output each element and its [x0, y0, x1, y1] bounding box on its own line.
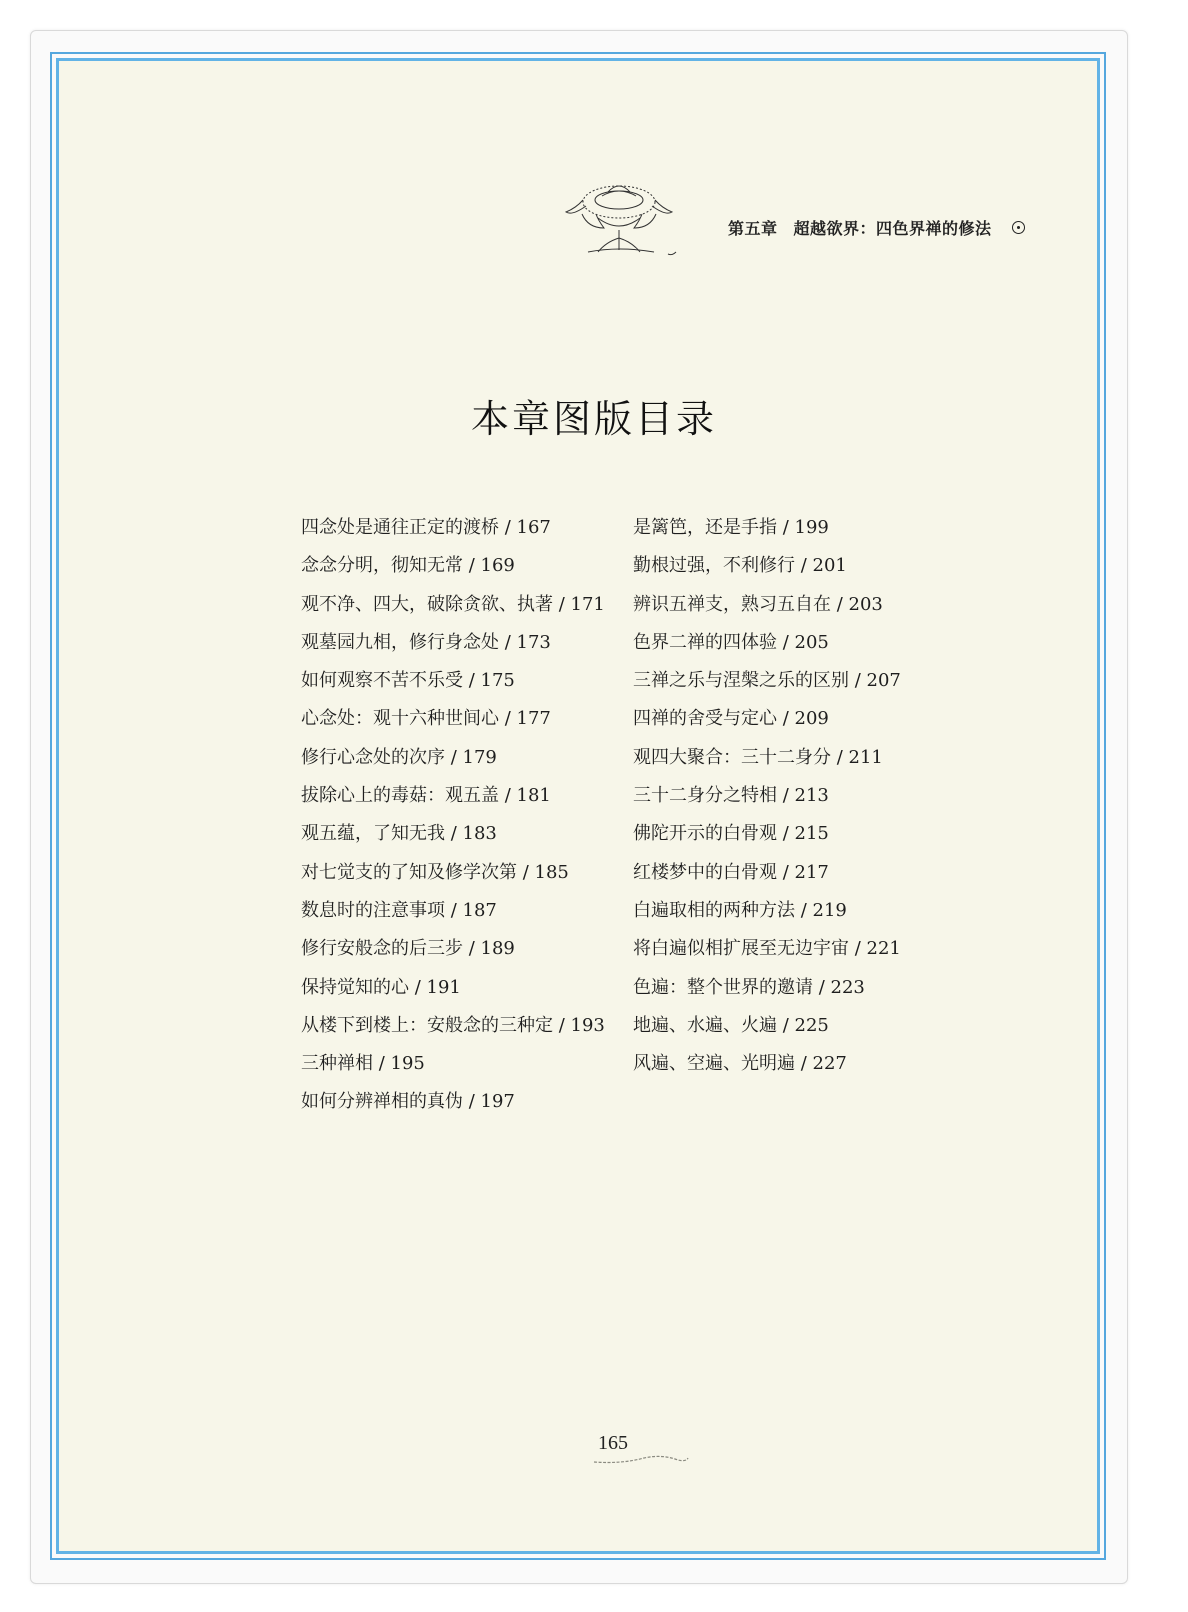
toc-entry-page: 167 — [516, 517, 551, 538]
toc-separator: / — [463, 1091, 481, 1113]
toc-entry-title: 是篱笆，还是手指 — [633, 517, 777, 538]
toc-entry-page: 179 — [462, 746, 497, 768]
toc-entry-page: 183 — [462, 823, 497, 845]
toc-entry-title: 将白遍似相扩展至无边宇宙 — [633, 938, 849, 960]
toc-entry[interactable] — [301, 1088, 605, 1126]
toc-entry[interactable] — [301, 1012, 605, 1050]
toc-separator: / — [463, 938, 481, 960]
toc-entry[interactable] — [633, 552, 901, 590]
circle-dot-icon — [1012, 221, 1025, 234]
toc-separator: / — [445, 823, 463, 845]
toc-entry[interactable] — [301, 820, 605, 858]
toc-entry[interactable] — [633, 591, 901, 629]
toc-separator: / — [373, 1053, 391, 1075]
toc-entry-page: 185 — [534, 861, 569, 883]
toc-entry[interactable] — [633, 1012, 901, 1050]
toc-separator: / — [517, 861, 535, 883]
toc-entry-title: 风遍、空遍、光明遍 — [633, 1053, 795, 1075]
toc-entry[interactable] — [301, 629, 605, 667]
toc-entry-title: 修行安般念的后三步 — [301, 938, 463, 960]
toc-entry-title: 红楼梦中的白骨观 — [633, 861, 777, 883]
toc-entry-page: 213 — [794, 785, 829, 807]
toc-entry-title: 观五蕴，了知无我 — [301, 823, 445, 845]
toc-entry[interactable] — [301, 514, 605, 552]
toc-separator: / — [777, 785, 795, 807]
toc-separator: / — [409, 976, 427, 998]
toc-entry-page: 173 — [516, 631, 551, 653]
toc-entry-page: 197 — [480, 1091, 515, 1113]
toc-entry-title: 从楼下到楼上：安般念的三种定 — [301, 1014, 553, 1036]
toc-separator: / — [463, 555, 481, 577]
toc-separator: / — [445, 746, 463, 768]
toc-entry-page: 219 — [812, 899, 847, 921]
toc-entry-title: 色遍：整个世界的邀请 — [633, 976, 813, 998]
toc-entry-title: 数息时的注意事项 — [301, 899, 445, 921]
toc-entry-title: 观四大聚合：三十二身分 — [633, 746, 831, 768]
toc-separator: / — [553, 593, 571, 615]
toc-separator: / — [849, 938, 867, 960]
toc-entry-page: 169 — [480, 555, 515, 577]
toc-separator: / — [463, 670, 481, 692]
toc-entry-page: 171 — [570, 593, 605, 615]
toc-entry[interactable] — [301, 552, 605, 590]
page-number: 165 — [598, 1432, 628, 1454]
toc-entry[interactable] — [301, 591, 605, 629]
toc-entry-title: 白遍取相的两种方法 — [633, 899, 795, 921]
toc-entry[interactable] — [301, 782, 605, 820]
toc-entry-title: 念念分明，彻知无常 — [301, 555, 463, 577]
toc-entry[interactable] — [633, 782, 901, 820]
toc-entry-title: 如何观察不苦不乐受 — [301, 670, 463, 692]
toc-separator: / — [813, 976, 831, 998]
toc-entry-page: 195 — [390, 1053, 425, 1075]
toc-entry-page: 225 — [794, 1014, 829, 1036]
toc-entry[interactable] — [301, 897, 605, 935]
toc-entry-title: 三禅之乐与涅槃之乐的区别 — [633, 670, 849, 692]
toc-separator: / — [777, 823, 795, 845]
toc-entry-title: 修行心念处的次序 — [301, 746, 445, 768]
toc-entry-title: 观墓园九相，修行身念处 — [301, 631, 499, 653]
toc-entry[interactable] — [301, 705, 605, 743]
toc-entry-page: 217 — [794, 861, 829, 883]
toc-separator: / — [831, 746, 849, 768]
toc-entry-title: 四念处是通往正定的渡桥 — [301, 517, 499, 538]
toc-entry[interactable] — [633, 859, 901, 897]
toc-entry-page: 199 — [794, 517, 829, 538]
toc-separator: / — [553, 1014, 571, 1036]
toc-entry[interactable] — [633, 667, 901, 705]
toc-entry-title: 地遍、水遍、火遍 — [633, 1014, 777, 1036]
toc-entry-page: 175 — [480, 670, 515, 692]
toc-separator: / — [777, 861, 795, 883]
toc-entry-page: 221 — [866, 938, 901, 960]
toc-separator: / — [777, 708, 795, 730]
toc-right-column — [633, 514, 901, 1088]
toc-entry[interactable] — [633, 974, 901, 1012]
chapter-number: 第五章 — [728, 219, 778, 238]
toc-separator: / — [795, 1053, 813, 1075]
toc-entry-page: 201 — [812, 555, 847, 577]
toc-entry[interactable] — [633, 629, 901, 667]
toc-entry-title: 四禅的舍受与定心 — [633, 708, 777, 730]
toc-entry-title: 心念处：观十六种世间心 — [301, 708, 499, 730]
toc-entry-title: 对七觉支的了知及修学次第 — [301, 861, 517, 883]
toc-entry-title: 佛陀开示的白骨观 — [633, 823, 777, 845]
toc-entry[interactable] — [301, 935, 605, 973]
toc-entry[interactable] — [633, 514, 901, 552]
toc-entry[interactable] — [301, 667, 605, 705]
toc-entry-page: 193 — [570, 1014, 605, 1036]
toc-entry-page: 203 — [848, 593, 883, 615]
toc-separator: / — [849, 670, 867, 692]
toc-entry-page: 187 — [462, 899, 497, 921]
folio-ornament-icon — [592, 1450, 692, 1466]
toc-separator: / — [777, 517, 795, 538]
toc-entry[interactable] — [633, 897, 901, 935]
toc-entry-page: 215 — [794, 823, 829, 845]
toc-entry[interactable] — [633, 705, 901, 743]
lotus-ornament-icon — [558, 172, 680, 260]
toc-separator: / — [499, 517, 517, 538]
chapter-title: 超越欲界：四色界禅的修法 — [793, 219, 992, 238]
running-head — [728, 216, 992, 239]
toc-entry-page: 189 — [480, 938, 515, 960]
toc-entry-page: 209 — [794, 708, 829, 730]
toc-entry-title: 保持觉知的心 — [301, 976, 409, 998]
toc-entry-title: 拔除心上的毒菇：观五盖 — [301, 785, 499, 807]
toc-separator: / — [831, 593, 849, 615]
toc-entry-page: 181 — [516, 785, 551, 807]
toc-entry[interactable] — [301, 974, 605, 1012]
toc-separator: / — [795, 555, 813, 577]
toc-entry-title: 辨识五禅支，熟习五自在 — [633, 593, 831, 615]
toc-entry[interactable] — [633, 935, 901, 973]
toc-entry-page: 207 — [866, 670, 901, 692]
toc-entry-page: 205 — [794, 631, 829, 653]
toc-entry-title: 三十二身分之特相 — [633, 785, 777, 807]
toc-separator: / — [445, 899, 463, 921]
toc-entry[interactable] — [633, 744, 901, 782]
toc-entry-title: 色界二禅的四体验 — [633, 631, 777, 653]
toc-entry-title: 勤根过强，不利修行 — [633, 555, 795, 577]
toc-entry[interactable] — [301, 859, 605, 897]
toc-entry-page: 177 — [516, 708, 551, 730]
toc-entry[interactable] — [633, 1050, 901, 1088]
toc-separator: / — [499, 631, 517, 653]
toc-entry-title: 如何分辨禅相的真伪 — [301, 1091, 463, 1113]
toc-entry-title: 观不净、四大，破除贪欲、执著 — [301, 593, 553, 615]
toc-entry-title: 三种禅相 — [301, 1053, 373, 1075]
toc-separator: / — [777, 1014, 795, 1036]
toc-separator: / — [777, 631, 795, 653]
toc-entry[interactable] — [301, 744, 605, 782]
toc-entry-page: 227 — [812, 1053, 847, 1075]
toc-entry-page: 191 — [426, 976, 461, 998]
toc-separator: / — [499, 785, 517, 807]
toc-entry[interactable] — [301, 1050, 605, 1088]
toc-separator: / — [499, 708, 517, 730]
toc-entry-page: 223 — [830, 976, 865, 998]
toc-left-column — [301, 514, 605, 1127]
page-title: 本章图版目录 — [470, 397, 717, 441]
toc-entry[interactable] — [633, 820, 901, 858]
toc-entry-page: 211 — [848, 746, 883, 768]
toc-separator: / — [795, 899, 813, 921]
